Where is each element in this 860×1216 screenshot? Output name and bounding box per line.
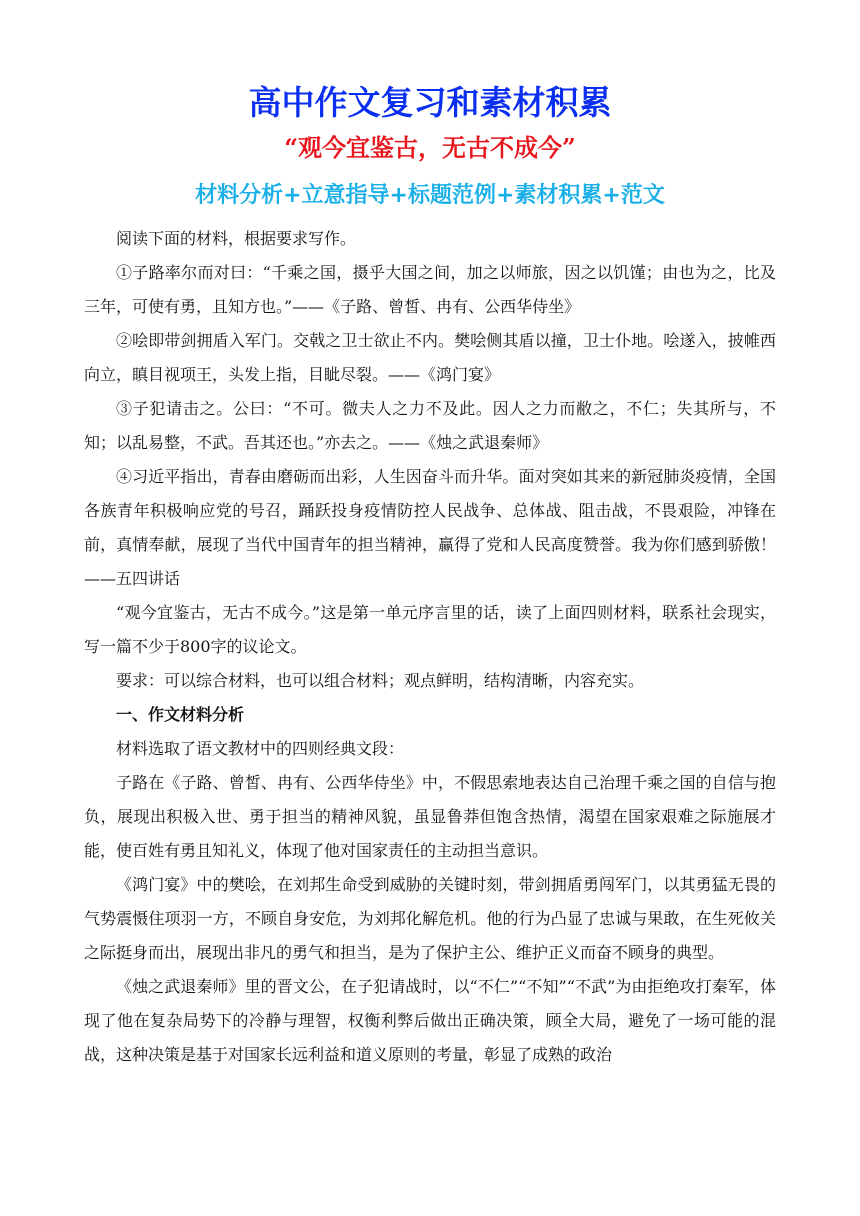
instruction-paragraph: 阅读下面的材料，根据要求写作。 [116,229,357,248]
material-2-paragraph: ②哙即带剑拥盾入军门。交戟之卫士欲止不内。樊哙侧其盾以撞，卫士仆地。哙遂入，披帷西向立，瞋目视项王，头发上指，目眦尽裂。——《鸿门宴》 [84,331,776,384]
document-subtitle: “观今宜鉴古，无古不成今” [284,133,576,162]
analysis-fankuai-paragraph: 《鸿门宴》中的樊哙，在刘邦生命受到威胁的关键时刻，带剑拥盾勇闯军门，以其勇猛无畏的气势震慑住项羽一方，不顾自身安危，为刘邦化解危机。他的行为凸显了忠诚与果敢，在生死攸关之际挺身而出，展现出非凡的勇气和担当，是为了保护主公、维护正义而奋不顾身的典型。 [84,875,776,962]
document-title: 高中作文复习和素材积累 [248,83,612,122]
analysis-zilu-paragraph: 子路在《子路、曾皙、冉有、公西华侍坐》中，不假思索地表达自己治理千乘之国的自信与抱负，展现出积极入世、勇于担当的精神风貌，虽显鲁莽但饱含热情，渴望在国家艰难之际施展才能，使百姓有勇且知礼义，体现了他对国家责任的主动担当意识。 [84,773,776,860]
analysis-jinwengong-paragraph: 《烛之武退秦师》里的晋文公，在子犯请战时，以“不仁”“不知”“不武”为由拒绝攻打秦军，体现了他在复杂局势下的冷静与理智，权衡利弊后做出正确决策，顾全大局，避免了一场可能的混战，这种决策是基于对国家长远利益和道义原则的考量，彰显了成熟的政治 [84,977,776,1064]
document-section-summary: 材料分析+立意指导+标题范例+素材积累+范文 [195,183,665,208]
analysis-intro-paragraph: 材料选取了语文教材中的四则经典文段： [116,739,405,758]
section-heading-analysis: 一、作文材料分析 [116,705,245,724]
material-3-paragraph: ③子犯请击之。公曰：“不可。微夫人之力不及此。因人之力而敝之，不仁；失其所与，不知；以乱易整，不武。吾其还也。”亦去之。——《烛之武退秦师》 [84,399,776,452]
material-4-paragraph: ④习近平指出，青春由磨砺而出彩，人生因奋斗而升华。面对突如其来的新冠肺炎疫情，全国各族青年积极响应党的号召，踊跃投身疫情防控人民战争、总体战、阻击战，不畏艰险，冲锋在前，真情奉献，展现了当代中国青年的担当精神，赢得了党和人民高度赞誉。我为你们感到骄傲！——五四讲话 [84,467,776,588]
document-body [84,222,776,1072]
requirements-paragraph: 要求：可以综合材料，也可以组合材料；观点鲜明，结构清晰，内容充实。 [116,671,645,690]
task-paragraph: “观今宜鉴古，无古不成今。”这是第一单元序言里的话，读了上面四则材料，联系社会现实，写一篇不少于800字的议论文。 [84,603,776,656]
material-1-paragraph: ①子路率尔而对曰：“千乘之国，摄乎大国之间，加之以师旅，因之以饥馑；由也为之，比及三年，可使有勇，且知方也。”——《子路、曾皙、冉有、公西华侍坐》 [84,263,776,316]
